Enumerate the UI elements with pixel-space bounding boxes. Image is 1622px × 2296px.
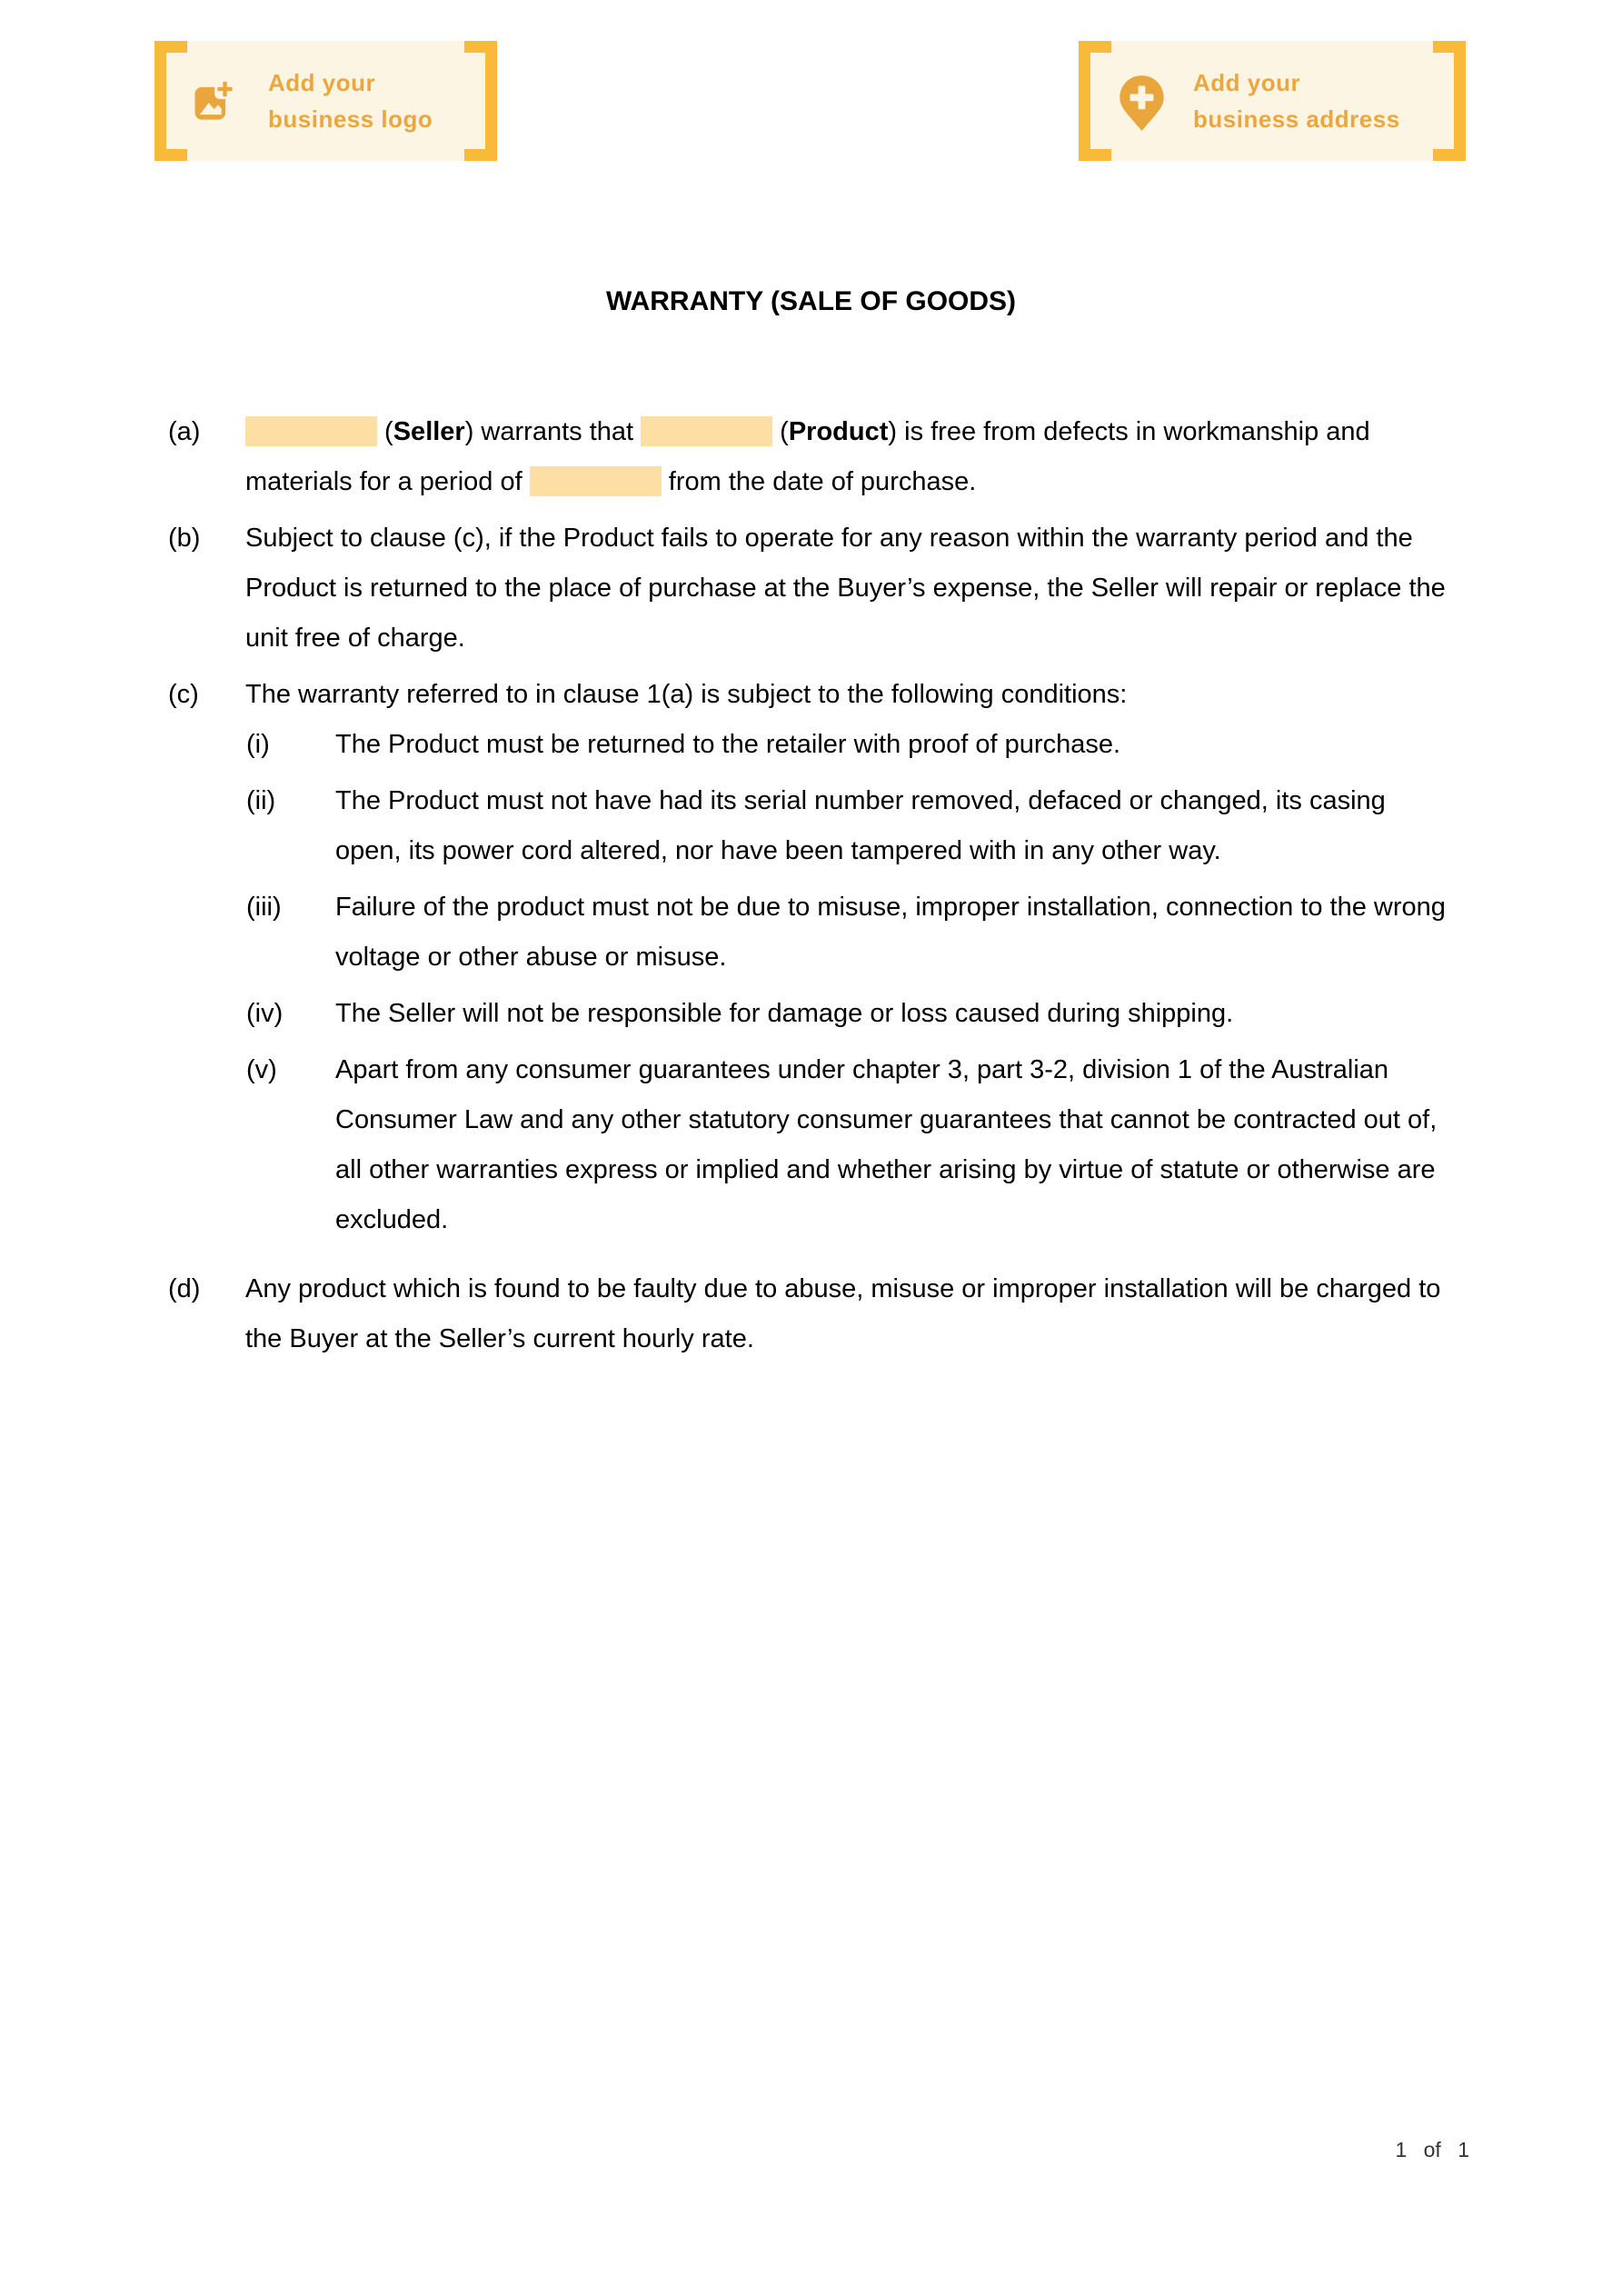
add-address-line1: Add your	[1193, 69, 1301, 96]
add-logo-label	[268, 65, 433, 137]
subclause-iii-label: (iii)	[246, 893, 282, 922]
page-title: WARRANTY (SALE OF GOODS)	[605, 286, 1017, 316]
document-body	[168, 407, 1454, 1371]
clause-a-label: (a)	[168, 417, 201, 446]
add-address-label	[1193, 65, 1400, 137]
subclause-iii-text: Failure of the product must not be due to misuse, improper installation, connection to the wrong voltage or other abuse or misuse.	[335, 893, 1446, 972]
clause-a-seg4: ) is free from defects in workmanship and materials for a period of	[245, 417, 1370, 496]
product-name-blank[interactable]	[641, 416, 772, 446]
subclause-ii-label: (ii)	[246, 786, 276, 815]
image-add-icon	[189, 77, 236, 125]
clause-b-label: (b)	[168, 524, 201, 553]
clause-a-seg5: from the date of purchase.	[661, 467, 977, 496]
subclause-ii	[246, 776, 1454, 876]
subclause-i	[246, 720, 1454, 770]
subclause-i-label: (i)	[246, 730, 270, 759]
page-number: 1 of 1	[1395, 2138, 1469, 2161]
add-logo-line2: business logo	[268, 105, 433, 133]
subclause-v-text: Apart from any consumer guarantees under chapter 3, part 3-2, division 1 of the Australian Consumer Law and any other statutory consumer guarantees that cannot be contracted out of, all other warranties express or implied and whether arising by virtue of statute or otherwise are excluded.	[335, 1055, 1438, 1234]
subclause-v	[246, 1045, 1454, 1245]
add-business-address-placeholder[interactable]	[1079, 41, 1466, 161]
clause-a-seg2: ) warrants that	[464, 417, 642, 446]
subclause-iv-text: The Seller will not be responsible for damage or loss caused during shipping.	[335, 999, 1234, 1028]
subclause-iv	[246, 989, 1454, 1039]
map-pin-add-icon	[1117, 75, 1167, 132]
clause-a-seg3: (	[772, 417, 789, 446]
clause-d-text: Any product which is found to be faulty due to abuse, misuse or improper installation will be charged to the Buyer at the Seller’s current hourly rate.	[245, 1274, 1441, 1353]
clause-b-text: Subject to clause (c), if the Product fails to operate for any reason within the warranty period and the Product is returned to the place of purchase at the Buyer’s expense, the Seller will repair or replace the unit free of charge.	[245, 524, 1446, 653]
subclause-ii-text: The Product must not have had its serial number removed, defaced or changed, its casing open, its power cord altered, nor have been tampered with in any other way.	[335, 786, 1386, 865]
clause-b	[168, 514, 1454, 664]
add-business-logo-placeholder[interactable]	[154, 41, 497, 161]
add-logo-line1: Add your	[268, 69, 376, 96]
clause-c	[168, 670, 1454, 1252]
clause-a-text	[245, 407, 1454, 507]
seller-term: Seller	[393, 417, 465, 446]
clause-d-label: (d)	[168, 1274, 201, 1303]
clause-a-seg1: (	[377, 417, 393, 446]
subclause-iii	[246, 883, 1454, 983]
subclause-v-label: (v)	[246, 1055, 277, 1084]
clause-c-label: (c)	[168, 680, 199, 709]
clause-a	[168, 407, 1454, 507]
add-address-line2: business address	[1193, 105, 1400, 133]
seller-name-blank[interactable]	[245, 416, 377, 446]
warranty-period-blank[interactable]	[530, 466, 662, 496]
clause-c-text: The warranty referred to in clause 1(a) is subject to the following conditions: (i) The Product must be returned to the retailer with proof of purchase. (ii) The Product must not have had its serial number removed, defaced or changed, its casing open, its power cord altered, nor have been tampered with in any other way. (iii) Failure of the product must not be due to misuse, improper installation, connection to the wrong voltage or other abuse or misuse. (iv) The Seller will not be responsible for damage or loss caused during shipping. (v) Apart from any consumer guarantees under chapter 3, part 3-2, division 1 of the Australian Consumer Law and any other statutory consumer guarantees that cannot be contracted out of, all other warranties express or implied and whether arising by virtue of statute or otherwise are excluded.	[245, 670, 1454, 1252]
subclause-i-text: The Product must be returned to the retailer with proof of purchase.	[335, 730, 1121, 759]
product-term: Product	[788, 417, 889, 446]
clause-d	[168, 1264, 1454, 1364]
subclause-iv-label: (iv)	[246, 999, 284, 1028]
